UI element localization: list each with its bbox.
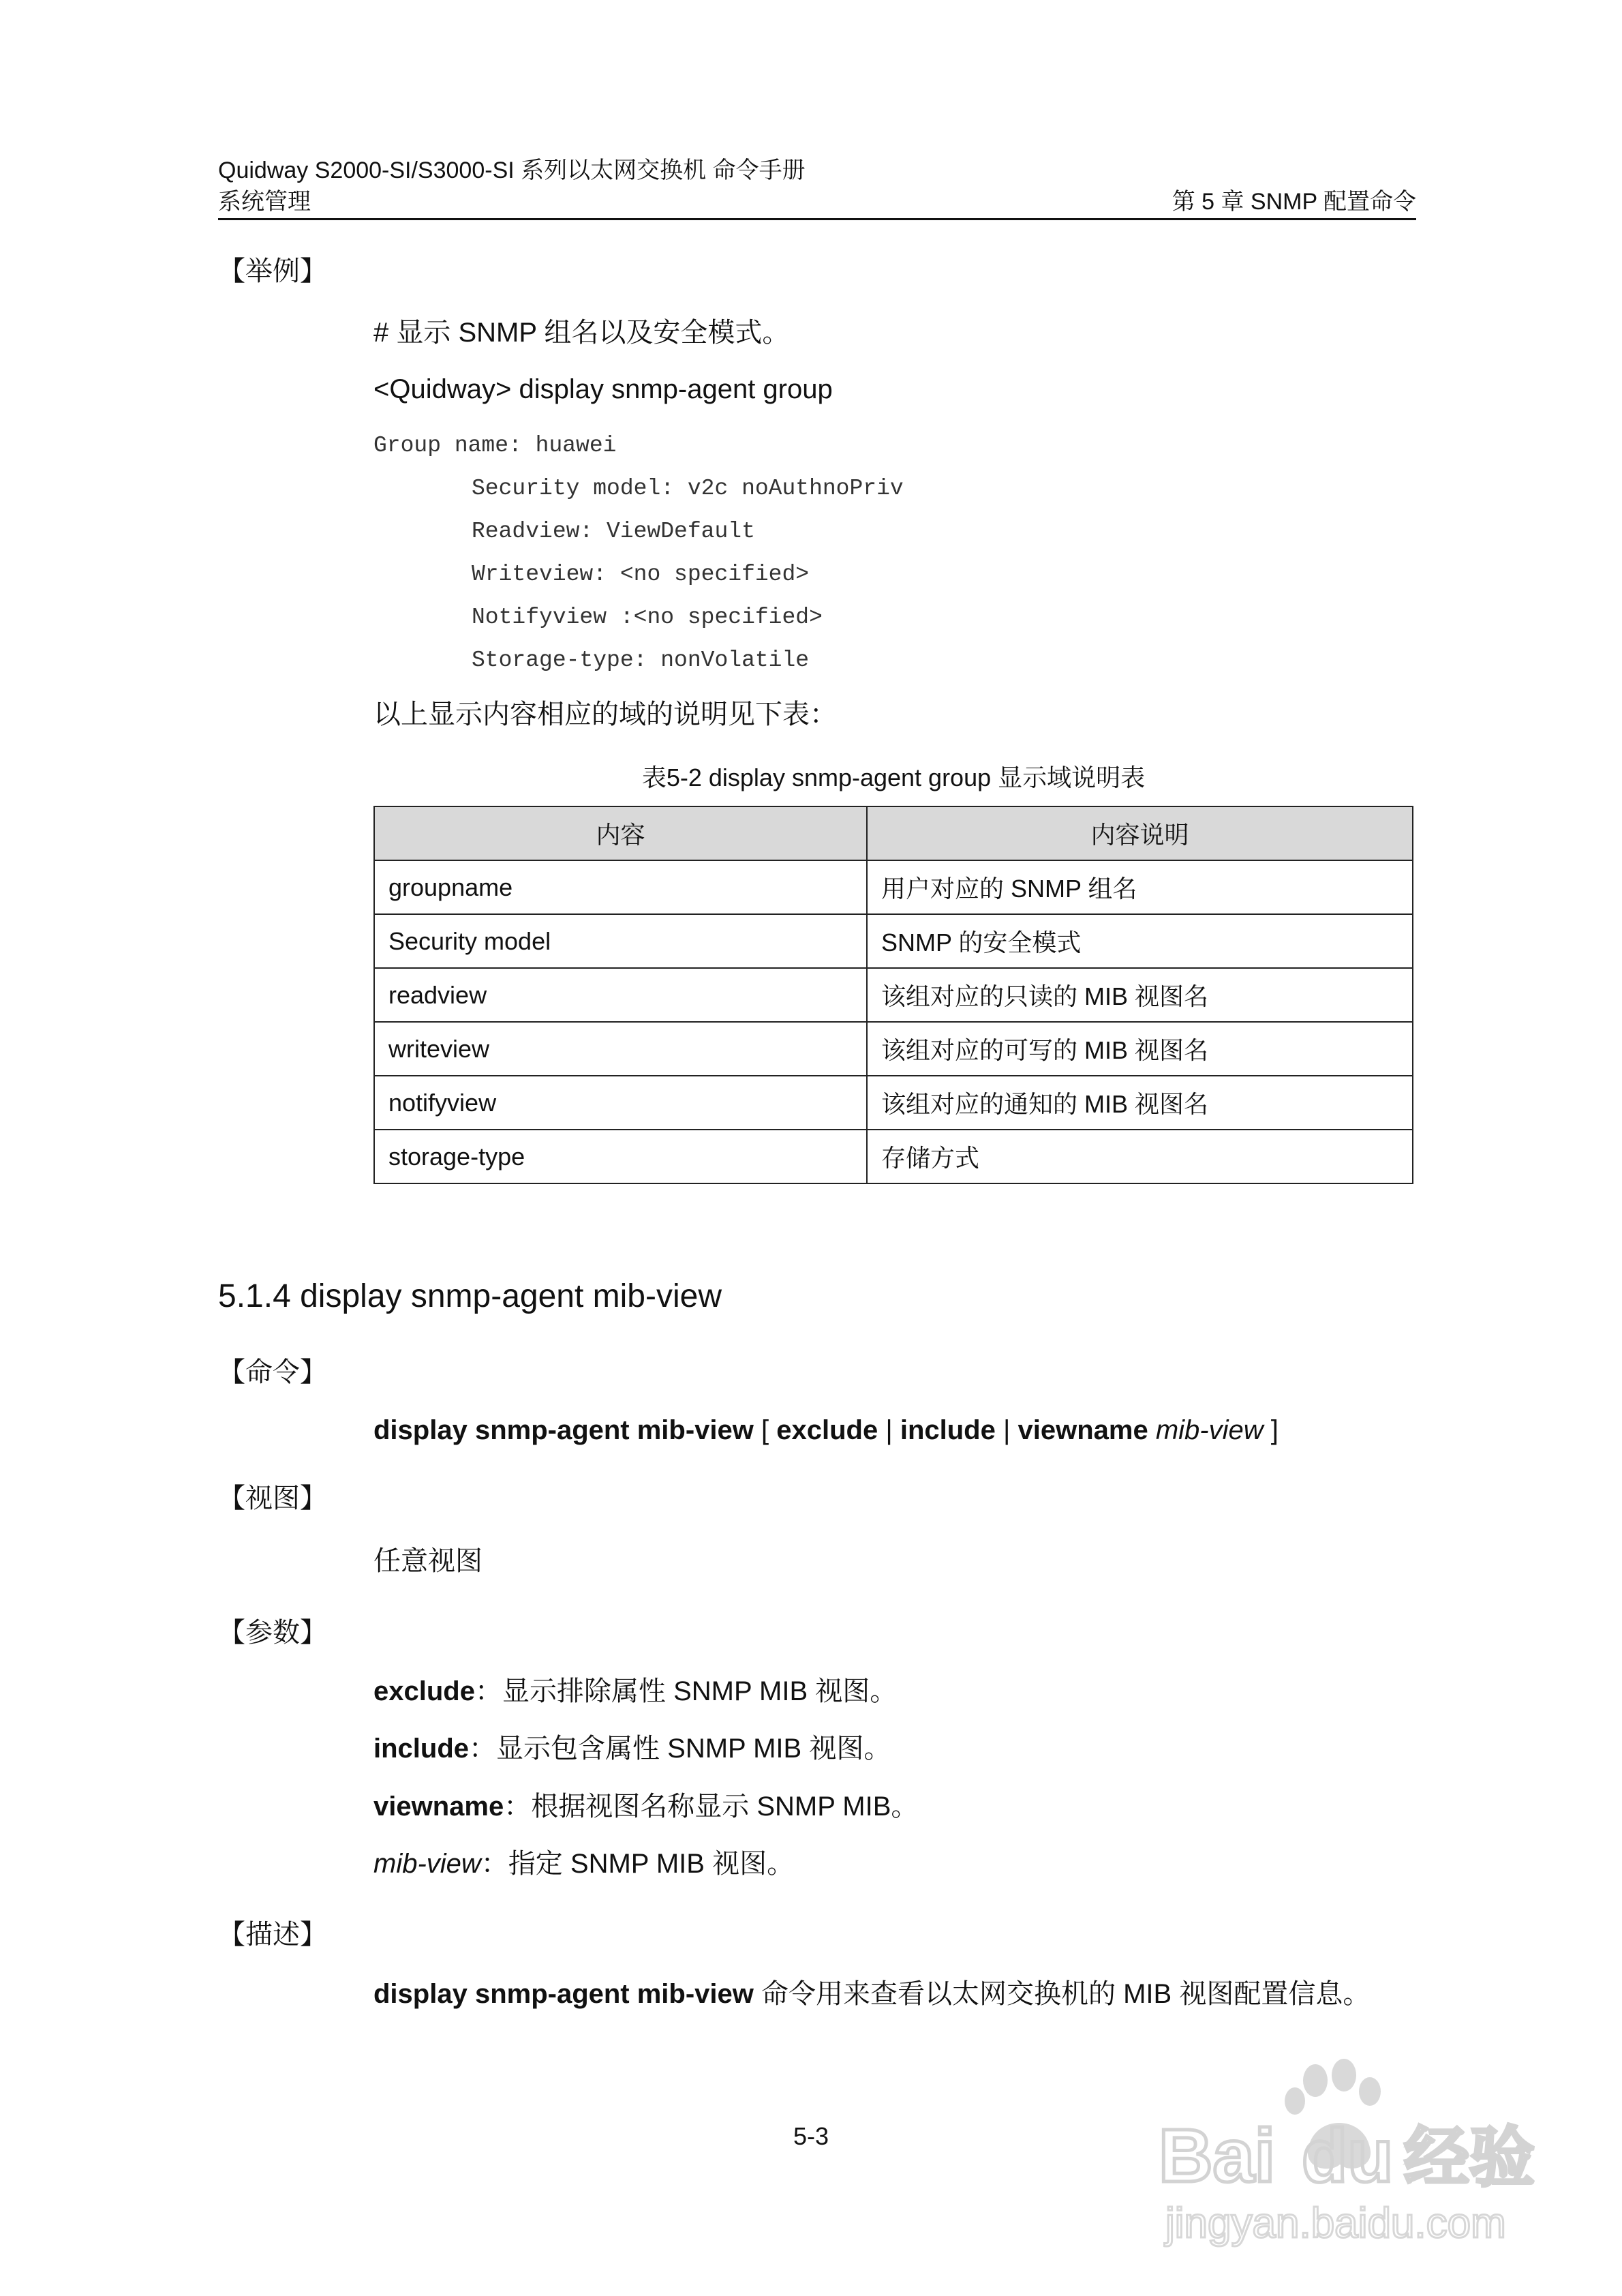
example-label: 【举例】 — [218, 256, 327, 286]
field-name: notifyview — [374, 1076, 867, 1130]
output-line: Group name: huawei — [373, 433, 617, 458]
output-line: Security model: v2c noAuthnoPriv — [472, 476, 904, 501]
watermark-cn: 经验 — [1404, 2119, 1535, 2196]
syntax-argument: mib-view — [1155, 1415, 1264, 1445]
view-label: 【视图】 — [218, 1483, 327, 1513]
table-intro: 以上显示内容相应的域的说明见下表： — [373, 699, 837, 729]
param-name: include — [373, 1734, 470, 1764]
param-desc: ：显示排除属性 SNMP MIB 视图。 — [474, 1676, 898, 1706]
field-description: SNMP 的安全模式 — [867, 914, 1413, 968]
table-row — [374, 1130, 1413, 1183]
param-item — [373, 1787, 918, 1826]
table-row — [374, 968, 1413, 1022]
syntax-separator: | — [878, 1415, 900, 1445]
page-number: 5-3 — [793, 2122, 829, 2150]
table-row — [374, 860, 1413, 914]
watermark-brand-du: du — [1302, 2114, 1394, 2198]
syntax-bracket: ] — [1263, 1415, 1279, 1445]
field-description-table — [373, 806, 1413, 1184]
params-label: 【参数】 — [218, 1618, 327, 1648]
field-name: writeview — [374, 1022, 867, 1076]
command-label: 【命令】 — [218, 1357, 327, 1387]
header-rule — [218, 218, 1416, 220]
column-header: 内容 — [374, 806, 867, 860]
table-row — [374, 1022, 1413, 1076]
header-chapter: 第 5 章 SNMP 配置命令 — [1172, 189, 1416, 215]
syntax-space — [1148, 1415, 1156, 1445]
watermark-brand: Bai — [1159, 2114, 1276, 2198]
syntax-keyword: viewname — [1017, 1415, 1148, 1445]
param-item — [373, 1845, 794, 1883]
baidu-watermark — [1145, 2052, 1554, 2256]
field-name: readview — [374, 968, 867, 1022]
syntax-keyword: exclude — [776, 1415, 878, 1445]
field-name: storage-type — [374, 1130, 867, 1183]
description-text — [373, 1975, 1370, 2013]
view-text: 任意视图 — [373, 1546, 483, 1576]
watermark-url: jingyan.baidu.com — [1165, 2200, 1506, 2247]
example-description: # 显示 SNMP 组名以及安全模式。 — [373, 318, 790, 348]
table-row — [374, 1076, 1413, 1130]
field-name: Security model — [374, 914, 867, 968]
param-desc: ：指定 SNMP MIB 视图。 — [480, 1849, 795, 1879]
field-description: 该组对应的只读的 MIB 视图名 — [867, 968, 1413, 1022]
param-item — [373, 1729, 891, 1768]
syntax-bracket: [ — [753, 1415, 777, 1445]
syntax-separator: | — [995, 1415, 1018, 1445]
example-command: <Quidway> display snmp-agent group — [373, 374, 833, 404]
field-description: 该组对应的通知的 MIB 视图名 — [867, 1076, 1413, 1130]
command-syntax — [373, 1411, 1279, 1449]
param-name: viewname — [373, 1792, 504, 1822]
header-title: Quidway S2000-SI/S3000-SI 系列以太网交换机 命令手册 — [218, 157, 806, 183]
field-name: groupname — [374, 860, 867, 914]
output-line: Readview: ViewDefault — [472, 519, 755, 544]
param-name: mib-view — [373, 1849, 481, 1879]
description-label: 【描述】 — [218, 1920, 327, 1950]
output-line: Writeview: <no specified> — [472, 562, 810, 587]
param-desc: ：显示包含属性 SNMP MIB 视图。 — [469, 1734, 891, 1764]
section-heading: 5.1.4 display snmp-agent mib-view — [218, 1278, 722, 1314]
syntax-command: display snmp-agent mib-view — [373, 1415, 754, 1445]
table-header-row — [374, 806, 1413, 860]
description-command: display snmp-agent mib-view — [373, 1979, 754, 2009]
field-description: 用户对应的 SNMP 组名 — [867, 860, 1413, 914]
param-name: exclude — [373, 1676, 475, 1706]
column-header: 内容说明 — [867, 806, 1413, 860]
field-description: 存储方式 — [867, 1130, 1413, 1183]
syntax-keyword: include — [900, 1415, 996, 1445]
table-row — [374, 914, 1413, 968]
header-section: 系统管理 — [218, 189, 311, 215]
output-line: Notifyview :<no specified> — [472, 605, 823, 630]
field-description: 该组对应的可写的 MIB 视图名 — [867, 1022, 1413, 1076]
param-desc: ：根据视图名称显示 SNMP MIB。 — [504, 1792, 919, 1822]
param-item — [373, 1672, 897, 1710]
table-caption: 表5-2 display snmp-agent group 显示域说明表 — [641, 764, 1146, 791]
output-line: Storage-type: nonVolatile — [472, 648, 810, 673]
description-body: 命令用来查看以太网交换机的 MIB 视图配置信息。 — [753, 1979, 1371, 2009]
